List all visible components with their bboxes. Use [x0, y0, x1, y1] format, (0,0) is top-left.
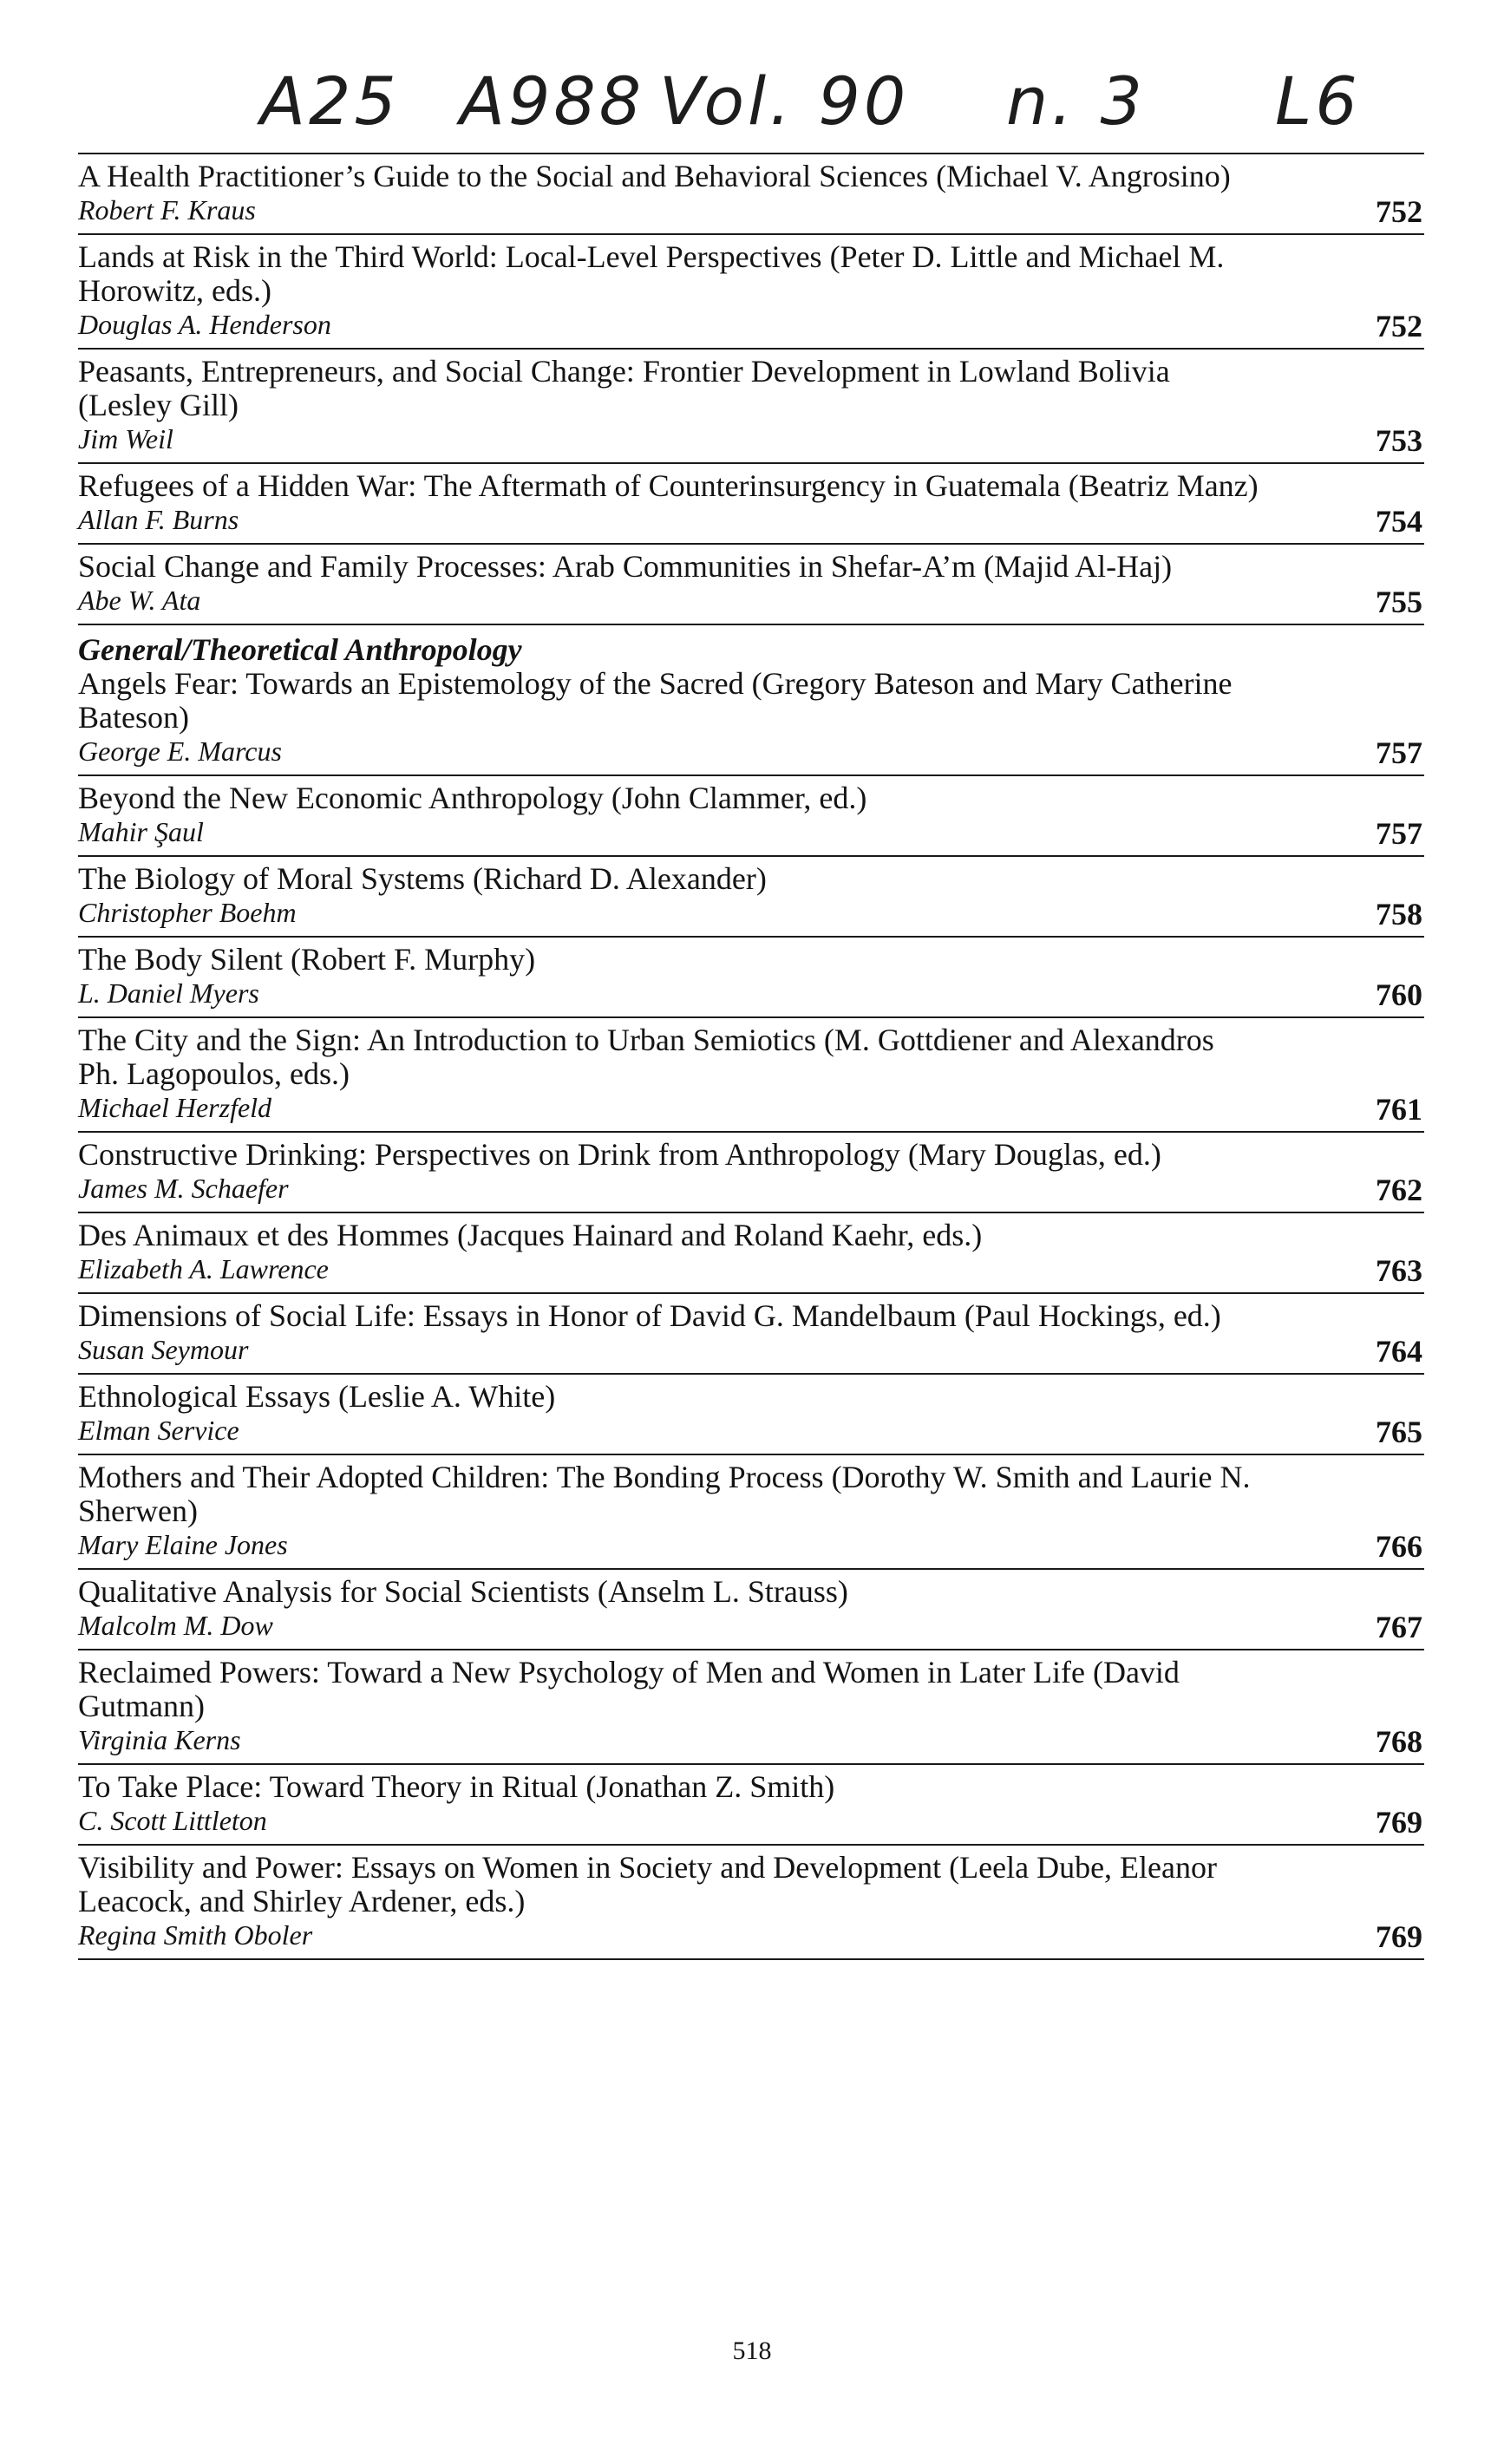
toc-entry [78, 1765, 1424, 1846]
entry-title: Mothers and Their Adopted Children: The Bonding Process (Dorothy W. Smith and Laurie N. Sherwen) [78, 1460, 1251, 1528]
toc-entry [78, 154, 1424, 235]
entry-reviewer: C. Scott Littleton [78, 1805, 267, 1836]
entry-page-number: 769 [1376, 1805, 1422, 1840]
toc-entry [78, 1133, 1424, 1213]
entry-reviewer: Allan F. Burns [78, 504, 239, 535]
entry-reviewer: Elman Service [78, 1415, 239, 1446]
toc-entry [78, 1294, 1424, 1375]
entry-page-number: 755 [1376, 585, 1422, 619]
entry-page-number: 760 [1376, 977, 1422, 1012]
table-of-contents [78, 153, 1424, 1960]
entry-page-number: 764 [1376, 1334, 1422, 1369]
entry-title: Reclaimed Powers: Toward a New Psychology of Men and Women in Later Life (David Gutmann) [78, 1655, 1180, 1723]
entry-title: Refugees of a Hidden War: The Aftermath of Counterinsurgency in Guatemala (Beatriz Manz) [78, 468, 1259, 503]
toc-entry [78, 1213, 1424, 1294]
entry-reviewer: Mary Elaine Jones [78, 1529, 288, 1560]
entry-reviewer: Virginia Kerns [78, 1724, 241, 1755]
toc-entry [78, 625, 1424, 776]
entry-page-number: 767 [1376, 1610, 1422, 1644]
handwritten-note-part: A988 [460, 62, 645, 140]
entry-page-number: 768 [1376, 1724, 1422, 1759]
handwritten-note-part: L6 [1275, 62, 1361, 140]
toc-entry [78, 350, 1424, 464]
entry-title: The City and the Sign: An Introduction to Urban Semiotics (M. Gottdiener and Alexandros Ph. Lagopoulos, eds.) [78, 1023, 1214, 1091]
entry-title: The Biology of Moral Systems (Richard D. Alexander) [78, 861, 767, 896]
entry-reviewer: Susan Seymour [78, 1334, 249, 1365]
entry-reviewer: Mahir Şaul [78, 816, 204, 847]
entry-title: Qualitative Analysis for Social Scientists (Anselm L. Strauss) [78, 1574, 848, 1609]
handwritten-note-part: A25 [260, 62, 400, 140]
entry-page-number: 762 [1376, 1173, 1422, 1207]
toc-entry [78, 545, 1424, 625]
entry-page-number: 766 [1376, 1529, 1422, 1564]
entry-reviewer: Abe W. Ata [78, 585, 201, 616]
entry-reviewer: Douglas A. Henderson [78, 309, 331, 340]
entry-title: The Body Silent (Robert F. Murphy) [78, 942, 536, 977]
entry-page-number: 754 [1376, 504, 1422, 539]
entry-title: Beyond the New Economic Anthropology (John Clammer, ed.) [78, 781, 867, 815]
entry-title: To Take Place: Toward Theory in Ritual (Jonathan Z. Smith) [78, 1769, 835, 1804]
entry-title: Lands at Risk in the Third World: Local-Level Perspectives (Peter D. Little and Michael M. Horowitz, eds.) [78, 239, 1225, 308]
entry-page-number: 753 [1376, 423, 1422, 458]
entry-reviewer: Christopher Boehm [78, 897, 297, 928]
entry-title: Angels Fear: Towards an Epistemology of the Sacred (Gregory Bateson and Mary Catherine Bateson) [78, 666, 1233, 735]
page-number: 518 [732, 2337, 772, 2365]
entry-reviewer: Regina Smith Oboler [78, 1919, 313, 1951]
toc-entry [78, 857, 1424, 938]
entry-reviewer: Michael Herzfeld [78, 1092, 272, 1123]
toc-entry [78, 464, 1424, 545]
toc-entry [78, 1018, 1424, 1133]
handwritten-annotation [260, 62, 1388, 158]
toc-entry [78, 1846, 1424, 1960]
entry-page-number: 761 [1376, 1092, 1422, 1127]
entry-title: Ethnological Essays (Leslie A. White) [78, 1379, 556, 1414]
toc-entry [78, 1375, 1424, 1455]
toc-entry [78, 1570, 1424, 1650]
entry-page-number: 758 [1376, 897, 1422, 931]
toc-entry [78, 938, 1424, 1018]
entry-reviewer: Malcolm M. Dow [78, 1610, 273, 1641]
entry-title: A Health Practitioner’s Guide to the Social and Behavioral Sciences (Michael V. Angrosino) [78, 159, 1231, 193]
toc-entry [78, 1650, 1424, 1765]
entry-page-number: 752 [1376, 194, 1422, 229]
entry-title: Des Animaux et des Hommes (Jacques Hainard and Roland Kaehr, eds.) [78, 1218, 983, 1252]
entry-page-number: 757 [1376, 735, 1422, 770]
handwritten-note-part: n. 3 [1006, 62, 1146, 140]
entry-page-number: 752 [1376, 309, 1422, 343]
entry-reviewer: Jim Weil [78, 423, 173, 454]
entry-reviewer: L. Daniel Myers [78, 977, 259, 1009]
entry-reviewer: Elizabeth A. Lawrence [78, 1253, 329, 1284]
entry-reviewer: Robert F. Kraus [78, 194, 256, 225]
entry-reviewer: George E. Marcus [78, 735, 282, 767]
section-heading: General/Theoretical Anthropology [78, 632, 522, 667]
entry-title: Social Change and Family Processes: Arab Communities in Shefar-A’m (Majid Al-Haj) [78, 549, 1173, 584]
entry-page-number: 757 [1376, 816, 1422, 851]
entry-title: Constructive Drinking: Perspectives on Drink from Anthropology (Mary Douglas, ed.) [78, 1137, 1161, 1172]
entry-title: Dimensions of Social Life: Essays in Honor of David G. Mandelbaum (Paul Hockings, ed.) [78, 1298, 1221, 1333]
entry-page-number: 763 [1376, 1253, 1422, 1288]
entry-title: Peasants, Entrepreneurs, and Social Change: Frontier Development in Lowland Bolivia (Lesley Gill) [78, 354, 1170, 422]
entry-title: Visibility and Power: Essays on Women in Society and Development (Leela Dube, Eleanor Leacock, and Shirley Ardener, eds.) [78, 1850, 1217, 1918]
handwritten-note-part: Vol. 90 [659, 62, 910, 140]
entry-page-number: 769 [1376, 1919, 1422, 1954]
entry-page-number: 765 [1376, 1415, 1422, 1449]
toc-entry [78, 1455, 1424, 1570]
toc-entry [78, 776, 1424, 857]
entry-reviewer: James M. Schaefer [78, 1173, 289, 1204]
toc-entry [78, 235, 1424, 350]
